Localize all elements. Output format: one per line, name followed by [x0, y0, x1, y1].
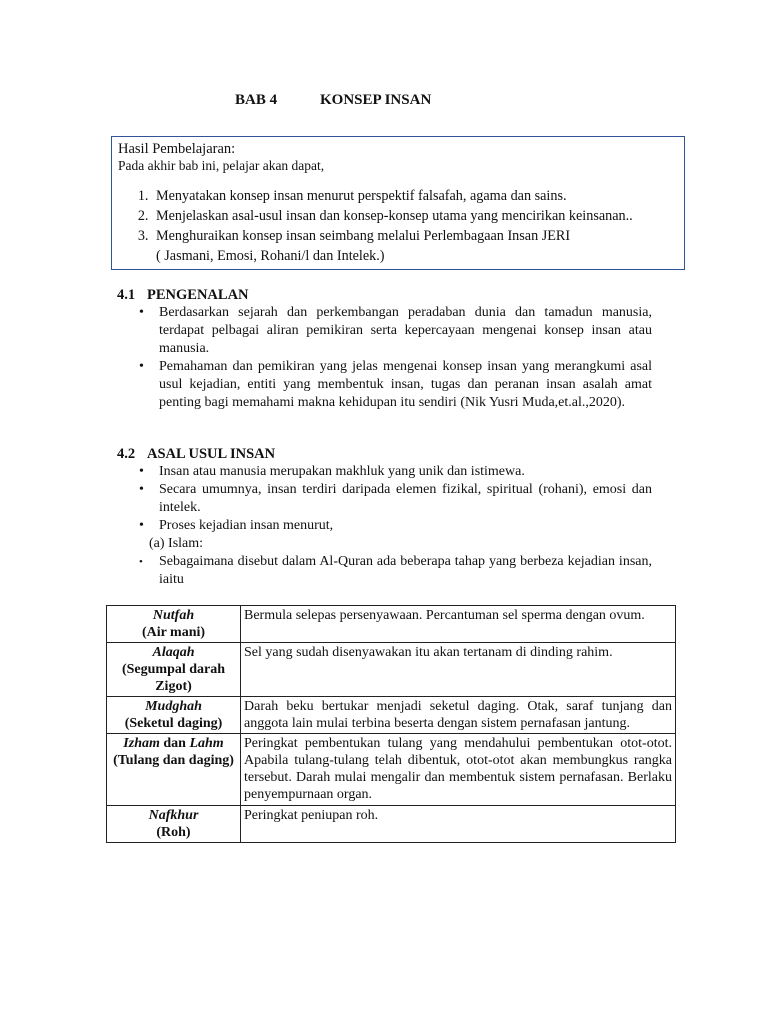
stage-gloss: (Segumpal darah Zigot): [121, 662, 226, 694]
outcome-item: [152, 226, 678, 266]
stage-term-cell: [107, 734, 241, 806]
stage-description: Bermula selepas persenyawaan. Percantuman sel sperma dengan ovum.: [241, 606, 676, 643]
learning-outcomes-box: [111, 136, 685, 270]
stage-description: Peringkat peniupan roh.: [241, 806, 676, 843]
stage-term-cell: [107, 606, 241, 643]
square-bullet-list: [117, 553, 652, 589]
stage-term-cell: [107, 697, 241, 734]
bullet-list: [117, 463, 652, 535]
bullet-item: • Proses kejadian insan menurut,: [159, 517, 652, 535]
stage-term: Alaqah: [152, 645, 195, 660]
stage-gloss: (Air mani): [141, 625, 206, 640]
stage-description: Peringkat pembentukan tulang yang mendahului pembentukan otot-otot. Apabila tulang-tulang telah dibentuk, otot-otot akan membungkus rangka tersebut. Darah mulai mengalir dan membentuk sistem pernafasan. Berlaku penyempurnaan organ.: [241, 734, 676, 806]
outcome-item-continuation: ( Jasmani, Emosi, Rohani/l dan Intelek.): [156, 248, 385, 264]
bullet-item: • Insan atau manusia merupakan makhluk yang unik dan istimewa.: [159, 463, 652, 481]
section-asal-usul: [117, 445, 652, 589]
outcome-item: 2. Menjelaskan asal-usul insan dan konsep-konsep utama yang mencirikan keinsanan..: [152, 206, 678, 226]
outcomes-list: [118, 186, 678, 266]
page-title: [235, 92, 431, 109]
square-bullet-item: • Sebagaimana disebut dalam Al-Quran ada beberapa tahap yang berbeza kejadian insan, iaitu: [159, 553, 652, 589]
section-title: PENGENALAN: [147, 287, 249, 303]
stage-term-second: Lahm: [189, 736, 224, 751]
section-heading: [117, 445, 652, 463]
table-row: [107, 643, 676, 697]
chapter-title: KONSEP INSAN: [320, 92, 432, 108]
table-row: [107, 806, 676, 843]
section-title: ASAL USUL INSAN: [147, 446, 276, 462]
stage-gloss: (Tulang dan daging): [113, 753, 234, 768]
stage-term-cell: [107, 806, 241, 843]
bullet-list: [117, 304, 652, 412]
outcomes-heading: Hasil Pembelajaran:: [118, 141, 236, 157]
stage-term: Izham: [123, 736, 160, 751]
section-heading: [117, 286, 652, 304]
bullet-item: • Secara umumnya, insan terdiri daripada elemen fizikal, spiritual (rohani), emosi dan intelek.: [159, 481, 652, 517]
stage-description: Darah beku bertukar menjadi seketul daging. Otak, saraf tunjang dan anggota lain mulai terbina beserta dengan sistem pernafasan jantung.: [241, 697, 676, 734]
bullet-item: • Pemahaman dan pemikiran yang jelas mengenai konsep insan yang merangkumi asal usul kejadian, entiti yang membentuk insan, tugas dan peranan insan asalah amat penting bagi memahami makna kehidupan itu sendiri (Nik Yusri Muda,et.al.,2020).: [159, 358, 652, 412]
stage-gloss: (Seketul daging): [124, 716, 223, 731]
table-row: [107, 697, 676, 734]
stage-gloss: (Roh): [156, 825, 191, 840]
stage-term-cell: [107, 643, 241, 697]
stage-term: Mudghah: [145, 699, 202, 714]
sub-label-islam: (a) Islam:: [149, 536, 204, 551]
chapter-number: BAB 4: [235, 92, 278, 108]
outcomes-intro: Pada akhir bab ini, pelajar akan dapat,: [118, 158, 325, 173]
outcome-item: 1. Menyatakan konsep insan menurut perspektif falsafah, agama dan sains.: [152, 186, 678, 206]
stage-term-conjunction: dan: [159, 736, 190, 751]
table-row: [107, 606, 676, 643]
creation-stages-table: [106, 605, 676, 843]
bullet-item: • Berdasarkan sejarah dan perkembangan peradaban dunia dan tamadun manusia, terdapat pelbagai aliran pemikiran serta kepercayaan mengenai konsep insan atau manusia.: [159, 304, 652, 358]
section-number: 4.2: [117, 446, 136, 462]
table-row: [107, 734, 676, 806]
section-number: 4.1: [117, 287, 136, 303]
stage-term: Nutfah: [152, 608, 195, 623]
section-pengenalan: [117, 286, 652, 412]
outcome-item-text: Menghuraikan konsep insan seimbang melalui Perlembagaan Insan JERI: [156, 228, 571, 244]
stage-term: Nafkhur: [148, 808, 199, 823]
stage-description: Sel yang sudah disenyawakan itu akan tertanam di dinding rahim.: [241, 643, 676, 697]
